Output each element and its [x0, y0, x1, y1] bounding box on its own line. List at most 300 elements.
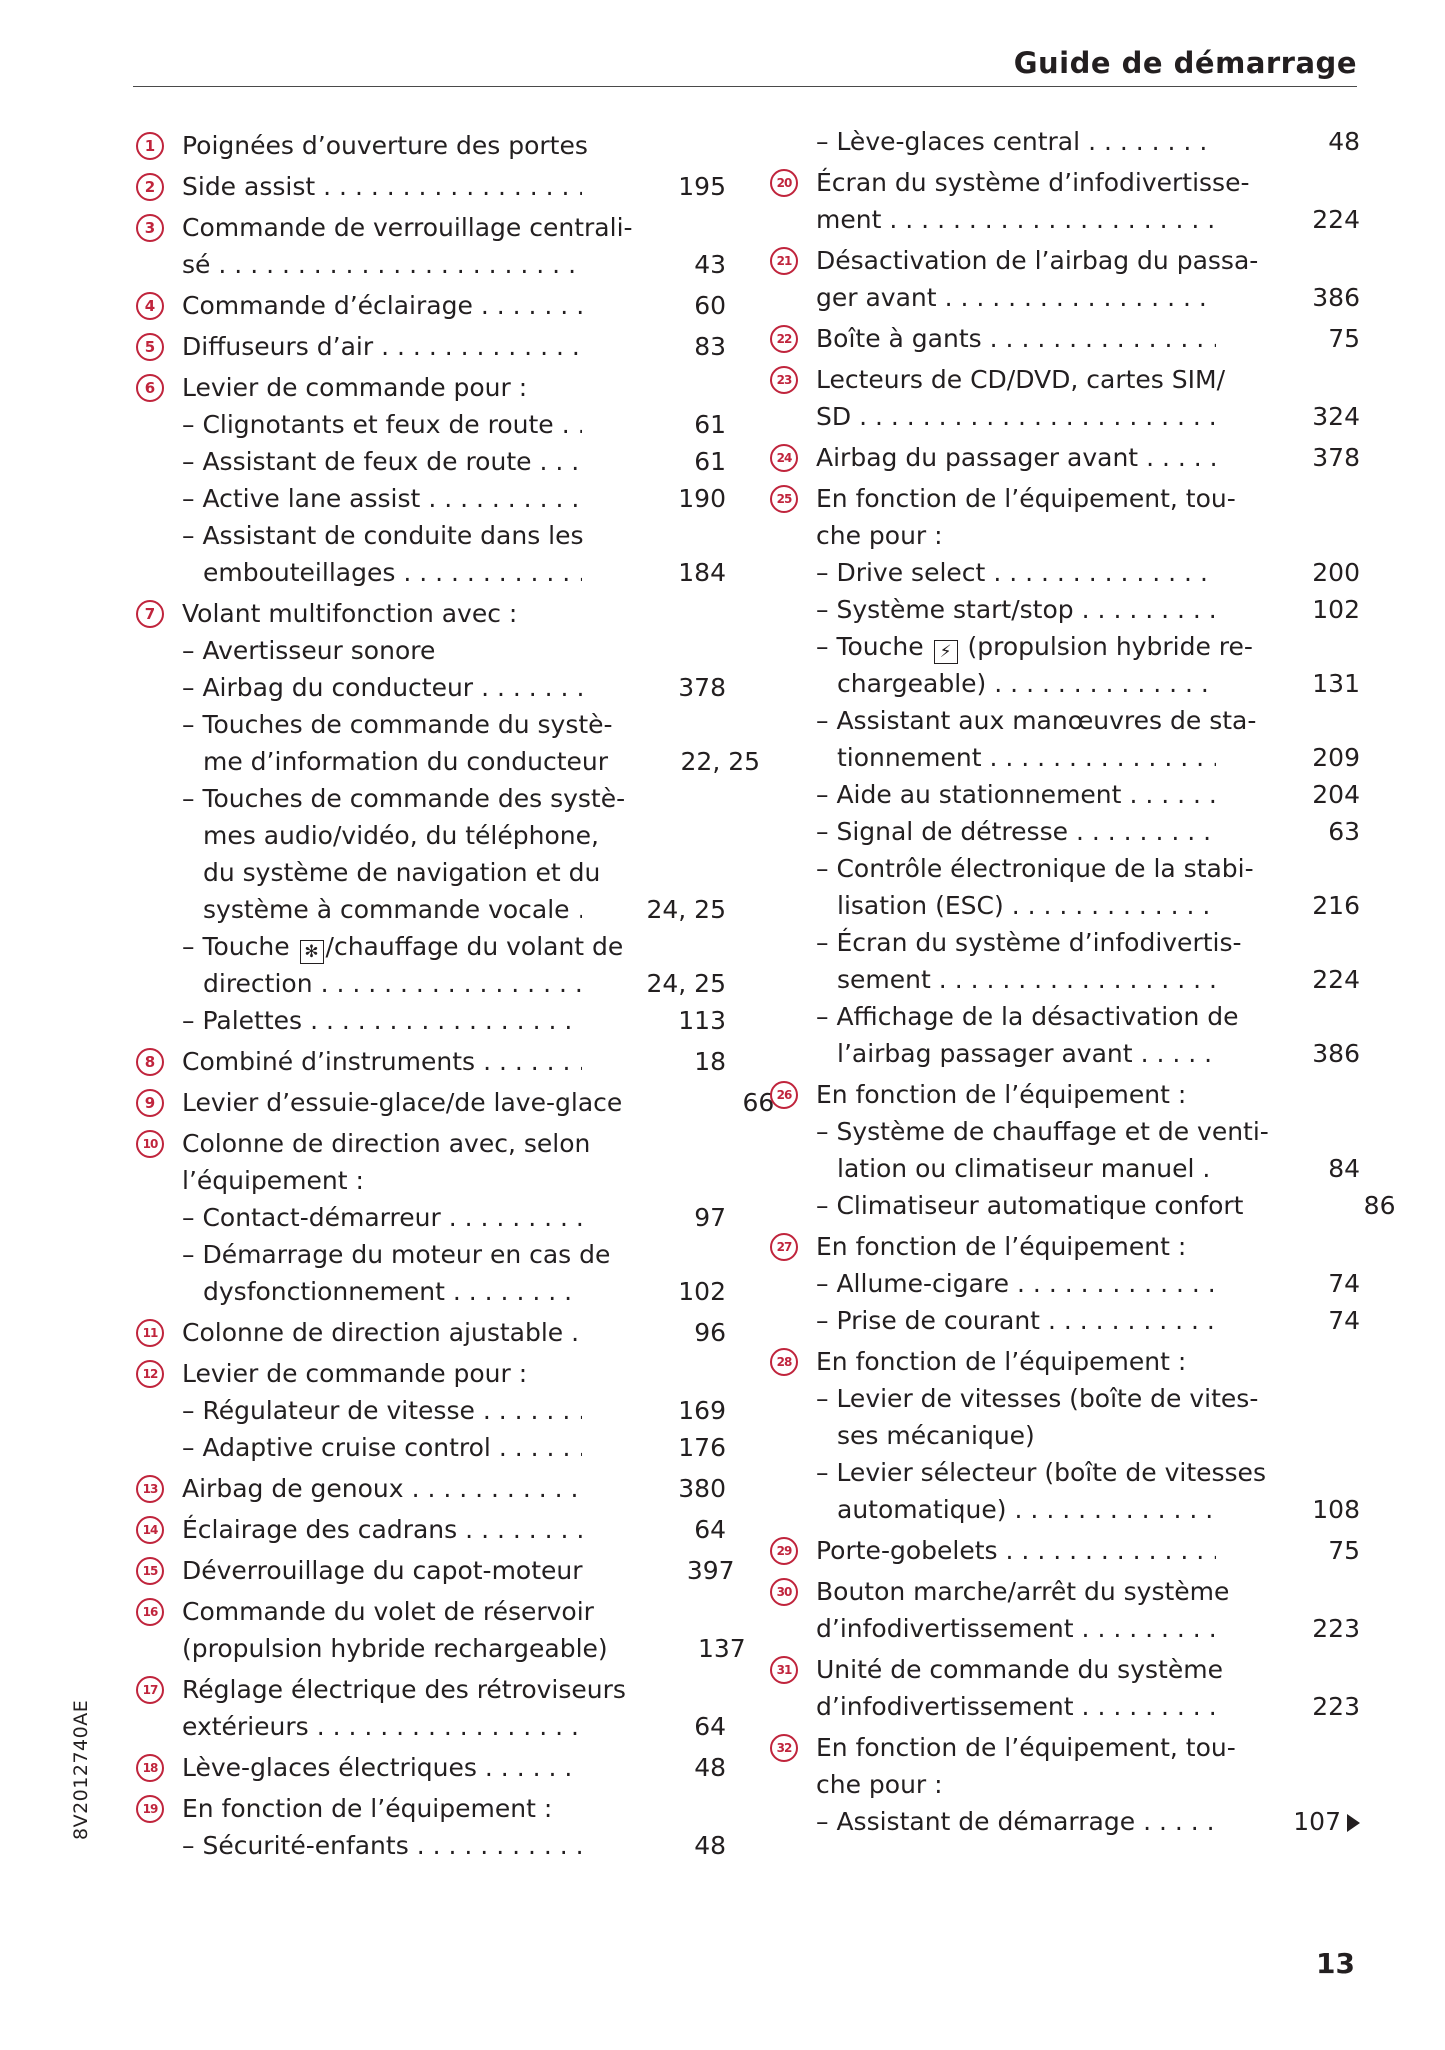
entry-text [816, 1491, 1007, 1528]
leader-dots [939, 961, 1216, 998]
leader-dots [1082, 1688, 1216, 1725]
sub-entry [816, 1265, 1360, 1302]
sub-entry [816, 554, 1360, 591]
entry-label: extérieurs [182, 1712, 309, 1741]
entry-line [182, 743, 761, 780]
entry-body [770, 1076, 1396, 1224]
entry-text [816, 591, 1074, 628]
entry-line [816, 201, 1360, 238]
index-entry [136, 1125, 726, 1310]
index-entry [136, 127, 726, 164]
entry-line [816, 279, 1360, 316]
entry-line [182, 1273, 726, 1310]
item-number-badge: 27 [770, 1233, 798, 1261]
index-entry [136, 1314, 726, 1351]
entry-text [816, 1187, 1243, 1224]
entry-text [816, 1076, 1186, 1113]
page-reference: 137 [697, 1634, 746, 1663]
entry-line [182, 706, 726, 743]
page-reference: 380 [678, 1474, 726, 1503]
entry-text [816, 279, 937, 316]
entry-label: Diffuseurs d’air [182, 332, 374, 361]
entry-text [182, 1043, 475, 1080]
entry-label: – Contact-démarreur [182, 1203, 441, 1232]
sub-entry [816, 998, 1360, 1072]
entry-label: Déverrouillage du capot-moteur [182, 1556, 583, 1585]
entry-text [816, 1380, 1258, 1417]
entry-text [182, 891, 570, 928]
leader-dots [412, 1470, 582, 1507]
entry-label: Désactivation de l’airbag du passa- [816, 246, 1259, 275]
entry-body [770, 1343, 1360, 1528]
index-entry [770, 320, 1360, 357]
index-entry [136, 1552, 735, 1589]
entry-text [182, 1002, 302, 1039]
entry-line [816, 702, 1360, 739]
page-reference: 378 [1312, 443, 1360, 472]
entry-text [182, 480, 420, 517]
entry-label: direction [203, 969, 313, 998]
entry-line [182, 1827, 726, 1864]
leader-dots [1006, 1532, 1216, 1569]
index-entry [770, 1228, 1360, 1339]
entry-label-cont: /chauffage du volant de [325, 932, 624, 961]
entry-text [816, 1417, 1035, 1454]
page-reference: 48 [694, 1831, 726, 1860]
entry-text [816, 554, 985, 591]
page-reference: 102 [1312, 595, 1360, 624]
entry-text [816, 242, 1258, 279]
entry-body [136, 1749, 726, 1786]
entry-text [182, 669, 473, 706]
entry-line [816, 1610, 1360, 1647]
index-entry [770, 361, 1360, 435]
page-reference: 61 [694, 447, 726, 476]
entry-line [182, 1125, 726, 1162]
entry-label: d’infodivertissement [816, 1614, 1074, 1643]
entry-text [182, 1630, 608, 1667]
entry-label: sement [837, 965, 931, 994]
entry-label: – Airbag du conducteur [182, 673, 474, 702]
entry-label: lisation (ESC) [837, 891, 1004, 920]
entry-text [816, 850, 1254, 887]
sub-entry [182, 1199, 726, 1236]
leader-dots [562, 406, 582, 443]
entry-text [816, 1729, 1236, 1766]
entry-label: tionnement [837, 743, 982, 772]
page-reference: 378 [678, 673, 726, 702]
entry-line [182, 1236, 726, 1273]
page-reference: 204 [1312, 780, 1360, 809]
entry-line [182, 1708, 726, 1745]
entry-label: – Assistant de démarrage [816, 1807, 1136, 1836]
sub-entry [816, 924, 1360, 998]
index-entry [136, 595, 761, 1039]
entry-body [770, 1729, 1360, 1840]
entry-text [182, 595, 517, 632]
entry-label: (propulsion hybride rechargeable) [182, 1634, 608, 1663]
sub-entry [816, 850, 1360, 924]
item-number-badge: 13 [136, 1475, 164, 1503]
sub-entry [182, 480, 726, 517]
entry-text [816, 1573, 1229, 1610]
sub-entry [182, 1429, 726, 1466]
entry-label: – Lève-glaces central [816, 127, 1081, 156]
index-entry [136, 1084, 775, 1121]
entry-label: – Levier de vitesses (boîte de vites- [816, 1384, 1259, 1413]
entry-line [816, 1573, 1360, 1610]
page-reference: 18 [694, 1047, 726, 1076]
leader-dots [417, 1827, 582, 1864]
entry-line [182, 168, 726, 205]
sub-entry [816, 123, 1360, 160]
entry-text [182, 706, 613, 743]
entry-body [770, 439, 1360, 476]
leader-dots [1082, 1610, 1216, 1647]
item-number-badge: 6 [136, 374, 164, 402]
entry-text [816, 665, 986, 702]
entry-line [816, 1688, 1360, 1725]
entry-text [816, 1766, 943, 1803]
entry-body [136, 168, 726, 205]
entry-line [816, 480, 1360, 517]
entry-line [816, 739, 1360, 776]
entry-text [182, 1392, 475, 1429]
entry-text [816, 320, 982, 357]
header-divider [133, 86, 1357, 87]
entry-label: En fonction de l’équipement : [816, 1347, 1187, 1376]
leader-dots [990, 739, 1217, 776]
leader-dots [321, 965, 582, 1002]
entry-label: ment [816, 205, 882, 234]
index-entry [770, 480, 1360, 1072]
entry-text [182, 1511, 457, 1548]
entry-label: che pour : [816, 521, 943, 550]
leader-dots [1017, 1265, 1216, 1302]
item-number-badge: 16 [136, 1598, 164, 1626]
page-reference: 107 [1222, 1803, 1360, 1840]
entry-text [182, 817, 599, 854]
entry-text [816, 398, 851, 435]
page-reference: 108 [1312, 1495, 1360, 1524]
page-reference: 195 [678, 172, 726, 201]
entry-line [816, 517, 1360, 554]
item-number-badge: 3 [136, 214, 164, 242]
entry-label: En fonction de l’équipement, tou- [816, 1733, 1236, 1762]
entry-label: Side assist [182, 172, 316, 201]
page-reference: 176 [678, 1433, 726, 1462]
index-entry [136, 1043, 726, 1080]
entry-label: du système de navigation et du [203, 858, 601, 887]
entry-line [816, 1187, 1396, 1224]
entry-line [182, 1511, 726, 1548]
sub-entry [182, 928, 726, 1002]
page-reference: 75 [1328, 1536, 1360, 1565]
leader-dots [578, 891, 582, 928]
page-reference: 83 [694, 332, 726, 361]
entry-label: ger avant [816, 283, 937, 312]
page-reference: 324 [1312, 402, 1360, 431]
leader-dots [403, 554, 582, 591]
entry-text [816, 439, 1138, 476]
leader-dots [540, 443, 583, 480]
entry-line [816, 665, 1360, 702]
entry-line [182, 1199, 726, 1236]
entry-label: sé [182, 250, 211, 279]
entry-line [816, 361, 1360, 398]
entry-label: – Clignotants et feux de route [182, 410, 554, 439]
leader-dots [1146, 439, 1216, 476]
leader-dots [1012, 887, 1216, 924]
entry-text [182, 554, 395, 591]
page-reference: 75 [1328, 324, 1360, 353]
entry-label: ses mécanique) [837, 1421, 1035, 1450]
leader-dots [1143, 1803, 1216, 1840]
leader-dots [1048, 1302, 1216, 1339]
entry-text [816, 1343, 1186, 1380]
page-reference: 131 [1312, 669, 1360, 698]
leader-dots [1076, 813, 1216, 850]
item-number-badge: 9 [136, 1089, 164, 1117]
document-code: 8V2012740AE [70, 1699, 92, 1840]
item-number-badge: 15 [136, 1557, 164, 1585]
entry-text [182, 632, 435, 669]
entry-body [136, 287, 726, 324]
index-entry [770, 1573, 1360, 1647]
entry-label: – Prise de courant [816, 1306, 1040, 1335]
entry-label: – Adaptive cruise control [182, 1433, 491, 1462]
entry-body [136, 369, 726, 591]
entry-line [816, 924, 1360, 961]
entry-body [136, 1470, 726, 1507]
sub-entry [182, 517, 726, 591]
entry-label: – Aide au stationnement [816, 780, 1122, 809]
entry-label: Boîte à gants [816, 324, 982, 353]
page-reference: 224 [1312, 205, 1360, 234]
item-number-badge: 22 [770, 325, 798, 353]
entry-body [136, 1552, 735, 1589]
entry-text [816, 480, 1236, 517]
entry-body [136, 1511, 726, 1548]
leader-dots [1082, 591, 1216, 628]
leader-dots [449, 1199, 582, 1236]
index-column-left [136, 123, 775, 1864]
item-number-badge: 20 [770, 169, 798, 197]
entry-text [816, 1035, 1133, 1072]
sub-entry [182, 669, 726, 706]
entry-label: Airbag de genoux [182, 1474, 404, 1503]
leader-dots [465, 1511, 582, 1548]
entry-text [816, 776, 1121, 813]
entry-body [136, 127, 726, 164]
entry-line [182, 246, 726, 283]
entry-label: – Contrôle électronique de la stabi- [816, 854, 1254, 883]
entry-line [816, 1766, 1360, 1803]
entry-label: – Signal de détresse [816, 817, 1068, 846]
entry-text [182, 168, 315, 205]
entry-line [816, 1532, 1360, 1569]
entry-body [770, 164, 1360, 238]
entry-text [182, 1749, 477, 1786]
entry-label: Poignées d’ouverture des portes [182, 131, 588, 160]
entry-body [136, 1314, 726, 1351]
entry-line [182, 632, 726, 669]
entry-text [816, 1610, 1074, 1647]
entry-line [816, 554, 1360, 591]
sub-entry [816, 1380, 1360, 1454]
entry-label: chargeable) [837, 669, 987, 698]
entry-line [816, 1491, 1360, 1528]
entry-label: l’équipement : [182, 1166, 364, 1195]
sub-entry [816, 776, 1360, 813]
entry-text [182, 1314, 563, 1351]
entry-text [182, 287, 473, 324]
item-number-badge: 12 [136, 1360, 164, 1388]
page-reference: 48 [694, 1753, 726, 1782]
entry-text [182, 209, 633, 246]
page-reference: 386 [1312, 283, 1360, 312]
leader-dots [1202, 1150, 1216, 1187]
index-column-right [770, 123, 1396, 1840]
entry-line [816, 1265, 1360, 1302]
entry-line [816, 398, 1360, 435]
entry-label: Combiné d’instruments [182, 1047, 476, 1076]
entry-line [182, 1429, 726, 1466]
entry-label: En fonction de l’équipement : [182, 1794, 553, 1823]
entry-label: En fonction de l’équipement : [816, 1080, 1187, 1109]
page-reference: 184 [678, 558, 726, 587]
entry-label: automatique) [837, 1495, 1007, 1524]
entry-line [816, 1454, 1360, 1491]
entry-line [816, 123, 1360, 160]
page-header-title: Guide de démarrage [1013, 46, 1357, 80]
sub-entry [182, 632, 726, 669]
sub-entry [816, 1803, 1360, 1840]
entry-line [816, 1729, 1360, 1766]
entry-line [182, 1749, 726, 1786]
entry-line [816, 1150, 1360, 1187]
entry-line [816, 1343, 1360, 1380]
entry-label: dysfonctionnement [203, 1277, 445, 1306]
entry-line [182, 1552, 735, 1589]
leader-dots [571, 1314, 582, 1351]
page-reference: 169 [678, 1396, 726, 1425]
index-entry [136, 1749, 726, 1786]
entry-body [770, 242, 1360, 316]
entry-line [182, 517, 726, 554]
sub-entry [182, 443, 726, 480]
entry-label: Porte-gobelets [816, 1536, 998, 1565]
sub-entry [816, 813, 1360, 850]
entry-label: Unité de commande du système [816, 1655, 1223, 1684]
entry-text [816, 702, 1256, 739]
leader-dots [994, 665, 1216, 702]
entry-text [816, 813, 1068, 850]
entry-body [136, 1043, 726, 1080]
item-number-badge: 21 [770, 247, 798, 275]
entry-text [816, 164, 1249, 201]
entry-label: système à commande vocale [203, 895, 570, 924]
entry-line [816, 1380, 1360, 1417]
entry-line [182, 328, 726, 365]
entry-line [182, 480, 726, 517]
entry-line [182, 127, 726, 164]
page-reference: 102 [678, 1277, 726, 1306]
entry-line [816, 1302, 1360, 1339]
entry-label: Réglage électrique des rétroviseurs [182, 1675, 626, 1704]
sub-entry [816, 1113, 1360, 1187]
entry-line [182, 209, 726, 246]
entry-text [182, 1593, 594, 1630]
entry-label: Écran du système d’infodivertisse- [816, 168, 1250, 197]
entry-line [182, 1593, 726, 1630]
page-reference: 200 [1312, 558, 1360, 587]
sub-entry [182, 1236, 726, 1310]
sub-entry [816, 1187, 1396, 1224]
entry-text [816, 1651, 1223, 1688]
entry-line [182, 1392, 726, 1429]
sub-entry [182, 406, 726, 443]
entry-label: – Assistant de conduite dans les [182, 521, 584, 550]
entry-label: lation ou climatiseur manuel [837, 1154, 1195, 1183]
page-reference: 223 [1312, 1614, 1360, 1643]
entry-label: – Régulateur de vitesse [182, 1396, 475, 1425]
sub-entry [182, 1002, 726, 1039]
page-reference: 64 [694, 1712, 726, 1741]
page-reference: 24, 25 [646, 969, 726, 998]
entry-label: Colonne de direction ajustable [182, 1318, 564, 1347]
item-number-badge: 5 [136, 333, 164, 361]
entry-line [182, 1162, 726, 1199]
entry-label: – Assistant aux manœuvres de sta- [816, 706, 1257, 735]
index-entry [136, 168, 726, 205]
leader-dots [453, 1273, 582, 1310]
entry-line [182, 554, 726, 591]
item-number-badge: 14 [136, 1516, 164, 1544]
index-entry [770, 439, 1360, 476]
entry-text [816, 1228, 1186, 1265]
entry-label: d’infodivertissement [816, 1692, 1074, 1721]
page-reference: 74 [1328, 1269, 1360, 1298]
entry-text [182, 1273, 445, 1310]
entry-line [182, 854, 726, 891]
entry-label: – Affichage de la désactivation de [816, 1002, 1239, 1031]
leader-dots [317, 1708, 582, 1745]
item-number-badge: 10 [136, 1130, 164, 1158]
entry-line [182, 928, 726, 965]
entry-label: – Écran du système d’infodivertis- [816, 928, 1242, 957]
index-entry [136, 369, 726, 591]
leader-dots [381, 328, 582, 365]
page-reference: 64 [694, 1515, 726, 1544]
item-number-badge: 1 [136, 132, 164, 160]
entry-line [182, 369, 726, 406]
entry-line [816, 1113, 1360, 1150]
entry-text [182, 246, 210, 283]
entry-line [182, 1790, 726, 1827]
leader-dots [1129, 776, 1216, 813]
page-reference: 61 [694, 410, 726, 439]
entry-label: Airbag du passager avant [816, 443, 1139, 472]
index-entry [770, 1343, 1360, 1528]
leader-dots [499, 1429, 582, 1466]
entry-line [182, 891, 726, 928]
entry-text [182, 1162, 364, 1199]
sub-entry [816, 1454, 1360, 1528]
index-entry [136, 287, 726, 324]
leader-dots [990, 320, 1216, 357]
entry-label: – Climatiseur automatique confort [816, 1191, 1244, 1220]
